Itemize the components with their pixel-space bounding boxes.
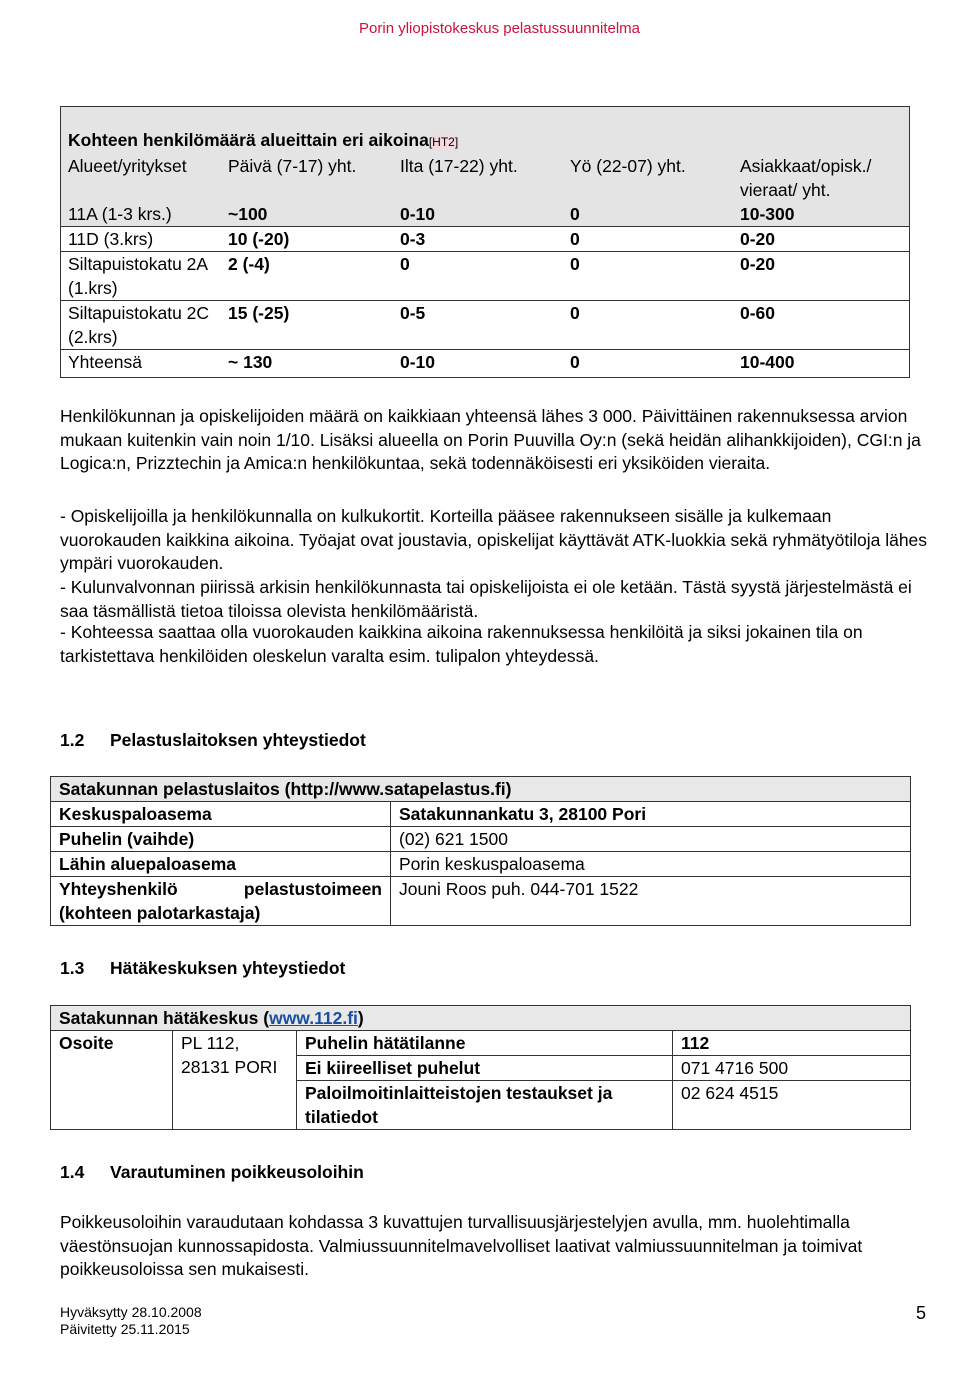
table-row: Yhteyshenkilö pelastustoimeen (kohteen palotarkastaja) Jouni Roos puh. 044-701 1522	[51, 877, 911, 926]
table-row: Osoite PL 112, 28131 PORI Puhelin hätätilanne 112	[51, 1031, 911, 1056]
occupancy-table	[60, 106, 910, 374]
table-row: Yhteensä ~ 130 0-10 0 10-400	[60, 350, 910, 375]
address-value: PL 112, 28131 PORI	[173, 1031, 297, 1130]
page-number: 5	[915, 1303, 926, 1323]
table-row	[51, 777, 911, 802]
emergency-link[interactable]: www.112.fi	[269, 1008, 358, 1028]
occupancy-table-title-row	[60, 106, 910, 154]
occupancy-table-title: Kohteen henkilömäärä alueittain eri aikoina[HT2]	[60, 106, 910, 154]
section-heading: 1.2 Pelastuslaitoksen yhteystiedot	[60, 730, 366, 750]
table-row: 11A (1-3 krs.) ~100 0-10 0 10-300	[60, 202, 910, 227]
table-row: 11D (3.krs) 10 (-20) 0-3 0 0-20	[60, 227, 910, 252]
table-row	[51, 1006, 911, 1031]
paragraph: Poikkeusoloihin varaudutaan kohdassa 3 kuvattujen turvallisuusjärjestelyjen avulla, mm. huolehtimalla väestönsuojan kunnossapidosta. Valmiussuunnitelmavelvolliset laativat valmiussuunnitelman ja toimivat poikkeusoloissa sen mukaisesti.	[60, 1212, 863, 1279]
address-label: Osoite	[51, 1031, 173, 1130]
table-row: Puhelin (vaihde) (02) 621 1500	[51, 827, 911, 852]
occupancy-table-header-row	[60, 154, 910, 202]
footer-dates	[60, 1304, 202, 1338]
table-row: Lähin aluepaloasema Porin keskuspaloasema	[51, 852, 911, 877]
rescue-department-table	[50, 776, 911, 926]
column-header: Ilta (17-22) yht.	[392, 154, 562, 202]
emergency-centre-table	[50, 1005, 911, 1130]
table-row: Paloilmoitinlaitteistojen testaukset ja tilatiedot 02 624 4515	[51, 1081, 911, 1130]
column-header: Yö (22-07) yht.	[562, 154, 732, 202]
comment-marker: [HT2]	[428, 135, 459, 149]
paragraph: - Kulunvalvonnan piirissä arkisin henkilökunnasta tai opiskelijoista ei ole ketään. Tästä syystä järjestelmästä ei saa täsmällistä tietoa tiloissa olevista henkilömääristä.	[60, 577, 912, 621]
column-header: Asiakkaat/opisk./ vieraat/ yht.	[732, 154, 910, 202]
column-header: Alueet/yritykset	[60, 154, 220, 202]
table-title: Satakunnan pelastuslaitos (http://www.satapelastus.fi)	[51, 777, 911, 802]
approved-date: Hyväksytty 28.10.2008	[60, 1304, 202, 1320]
page-header-title: Porin yliopistokeskus pelastussuunnitelma	[359, 20, 640, 37]
column-header: Päivä (7-17) yht.	[220, 154, 392, 202]
updated-date: Päivitetty 25.11.2015	[60, 1321, 190, 1337]
table-title: Satakunnan hätäkeskus (www.112.fi)	[51, 1006, 911, 1031]
paragraph: - Kohteessa saattaa olla vuorokauden kaikkina aikoina rakennuksessa henkilöitä ja siksi jokainen tila on tarkistettava henkilöiden oleskelun varalta esim. tulipalon yhteydessä.	[60, 622, 863, 666]
section-heading: 1.4 Varautuminen poikkeusoloihin	[60, 1162, 364, 1182]
section-heading: 1.3 Hätäkeskuksen yhteystiedot	[60, 958, 346, 978]
table-row: Siltapuistokatu 2A (1.krs) 2 (-4) 0 0 0-20	[60, 252, 910, 301]
table-row: Ei kiireelliset puhelut 071 4716 500	[51, 1056, 911, 1081]
table-row: Keskuspaloasema Satakunnankatu 3, 28100 Pori	[51, 802, 911, 827]
paragraph: Henkilökunnan ja opiskelijoiden määrä on kaikkiaan yhteensä lähes 3 000. Päivittäinen rakennuksessa arvion mukaan kuitenkin vain noin 1/10. Lisäksi alueella on Porin Puuvilla Oy:n (sekä heidän alihankkijoiden), CGI:n ja Logica:n, Prizztechin ja Amica:n henkilökuntaa, sekä todennäköisesti eri yksiköiden vieraita.	[60, 406, 921, 473]
table-row: Siltapuistokatu 2C (2.krs) 15 (-25) 0-5 0 0-60	[60, 301, 910, 350]
paragraph: - Opiskelijoilla ja henkilökunnalla on kulkukortit. Korteilla pääsee rakennukseen sisälle ja kulkemaan vuorokauden kaikkina aikoina. Työajat ovat joustavia, opiskelijat käyttävät ATK-luokkia sekä ryhmätyötiloja lähes ympäri vuorokauden.	[60, 506, 928, 573]
